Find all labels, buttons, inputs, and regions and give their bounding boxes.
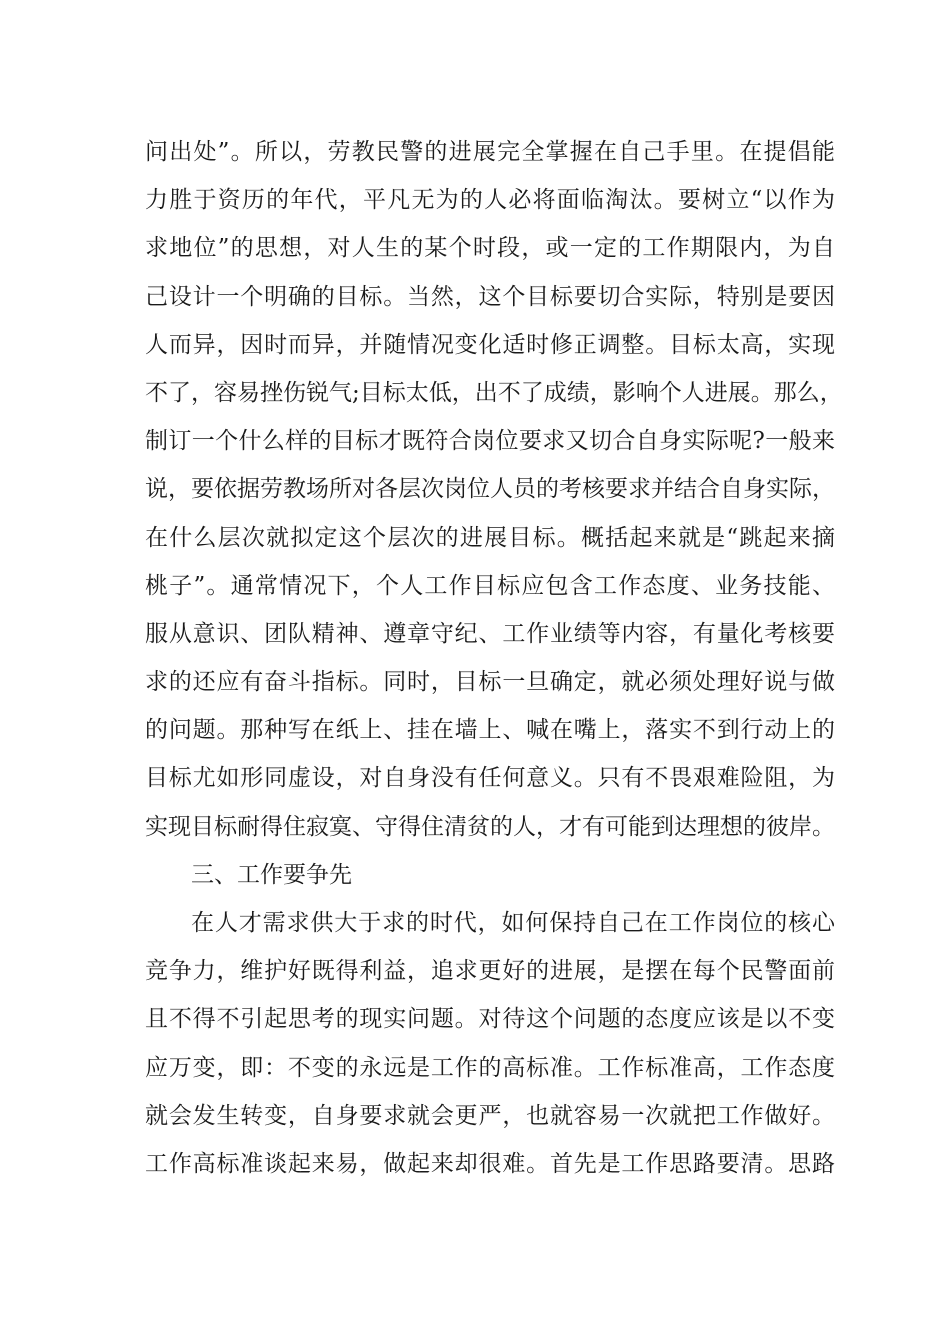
text-line: 力胜于资历的年代，平凡无为的人必将面临淘汰。要树立“以作为: [145, 187, 835, 214]
text-line: 不了，容易挫伤锐气;目标太低，出不了成绩，影响个人进展。那么，: [145, 379, 843, 406]
text-line: 说，要依据劳教场所对各层次岗位人员的考核要求并结合自身实际，: [145, 476, 835, 503]
text-line: 求的还应有奋斗指标。同时，目标一旦确定，就必须处理好说与做: [145, 669, 835, 696]
section-heading: 三、工作要争先: [191, 861, 352, 888]
text-line: 在人才需求供大于求的时代，如何保持自己在工作岗位的核心: [191, 910, 835, 936]
text-line: 人而异，因时而异，并随情况变化适时修正调整。目标太高，实现: [145, 331, 835, 358]
text-line: 的问题。那种写在纸上、挂在墙上、喊在嘴上，落实不到行动上的: [145, 717, 835, 744]
text-line: 桃子”。通常情况下，个人工作目标应包含工作态度、业务技能、: [145, 572, 835, 599]
text-line: 就会发生转变，自身要求就会更严，也就容易一次就把工作做好。: [145, 1102, 835, 1129]
text-line: 且不得不引起思考的现实问题。对待这个问题的态度应该是以不变: [145, 1006, 835, 1033]
text-line: 工作高标准谈起来易，做起来却很难。首先是工作思路要清。思路: [145, 1150, 835, 1177]
text-line: 己设计一个明确的目标。当然，这个目标要切合实际，特别是要因: [145, 283, 835, 310]
text-line: 实现目标耐得住寂寞、守得住清贫的人，才有可能到达理想的彼岸。: [145, 813, 835, 840]
text-line: 在什么层次就拟定这个层次的进展目标。概括起来就是“跳起来摘: [145, 524, 835, 551]
text-line: 竞争力，维护好既得利益，追求更好的进展，是摆在每个民警面前: [145, 958, 835, 985]
text-line: 求地位”的思想，对人生的某个时段，或一定的工作期限内，为自: [145, 235, 835, 262]
text-line: 问出处”。所以，劳教民警的进展完全掌握在自己手里。在提倡能: [145, 139, 835, 165]
text-line: 服从意识、团队精神、遵章守纪、工作业绩等内容，有量化考核要: [145, 620, 835, 647]
text-line: 制订一个什么样的目标才既符合岗位要求又切合自身实际呢?一般来: [145, 428, 835, 455]
text-line: 应万变，即：不变的永远是工作的高标准。工作标准高，工作态度: [145, 1054, 835, 1081]
text-line: 目标尤如形同虚设，对自身没有任何意义。只有不畏艰难险阻，为: [145, 765, 835, 792]
body-text: [145, 128, 843, 1188]
